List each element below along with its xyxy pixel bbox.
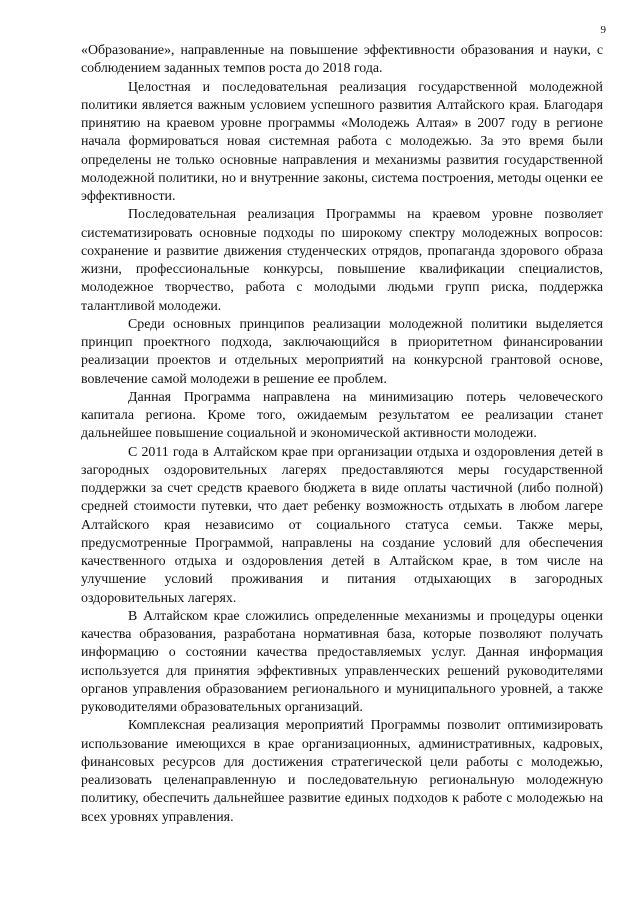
paragraph-program-approaches: Последовательная реализация Программы на краевом уровне позволяет систематизировать основные подходы по широкому спектру молодежных вопросов: сохранение и развитие движения студенческих отрядов, пропаганда здорового образа жизни, профессиональные конкурсы, повышение квалификации специалистов, молодежное творчество, работа с молодыми людьми групп риска, поддержка талантливой молодежи. bbox=[81, 207, 603, 314]
paragraph-education-quality: В Алтайском крае сложились определенные механизмы и процедуры оценки качества образования, разработана нормативная база, которые позволяют получать информацию о состоянии качества предоставляемых услуг. Данная информация используется для принятия эффективных управленческих решений руководителями органов управления образованием регионального и муниципального уровней, а также руководителями образовательных организаций. bbox=[81, 608, 603, 715]
paragraph-children-recreation: С 2011 года в Алтайском крае при организации отдыха и оздоровления детей в загородных оздоровительных лагерях предоставляются меры государственной поддержки за счет средств краевого бюджета в виде оплаты частичной (либо полной) средней стоимости путевки, что дает ребенку возможность отдыхать в любом лагере Алтайского края независимо от социального статуса семьи. Также меры, предусмотренные Программой, направлены на создание условий для обеспечения качественного отдыха и оздоровления детей в Алтайском крае, в том числе на улучшение условий проживания и питания отдыхающих в загородных оздоровительных лагерях. bbox=[81, 444, 603, 606]
paragraph-continuation: «Образование», направленные на повышение эффективности образования и науки, с соблюдением заданных темпов роста до 2018 года. bbox=[81, 43, 603, 77]
paragraph-youth-policy: Целостная и последовательная реализация государственной молодежной политики является важным условием успешного развития Алтайского края. Благодаря принятию на краевом уровне программы «Молодежь Алтая» в 2007 году в регионе начала формироваться новая системная работа с молодежью. За это время были определены не только основные направления и механизмы развития государственной молодежной политики, но и внутренние законы, система построения, методы оценки ее эффективности. bbox=[81, 79, 603, 204]
paragraph-resource-optimization: Комплексная реализация мероприятий Программы позволит оптимизировать использование имеющихся в крае организационных, административных, кадровых, финансовых ресурсов для достижения стратегической цели работы с молодежью, реализовать целенаправленную и последовательную региональную молодежную политику, обеспечить дальнейшее развитие единых подходов к работе с молодежью на всех уровнях управления. bbox=[81, 718, 603, 825]
paragraph-project-principle: Среди основных принципов реализации молодежной политики выделяется принцип проектного подхода, заключающийся в приоритетном финансировании реализации проектов и отдельных мероприятий на конкурсной грантовой основе, вовлечение самой молодежи в решение ее проблем. bbox=[81, 316, 603, 387]
page-number: 9 bbox=[600, 24, 606, 36]
paragraph-human-capital: Данная Программа направлена на минимизацию потерь человеческого капитала региона. Кроме того, ожидаемым результатом ее реализации станет дальнейшее повышение социальной и экономической активности молодежи. bbox=[81, 389, 603, 442]
body-text bbox=[81, 42, 603, 827]
